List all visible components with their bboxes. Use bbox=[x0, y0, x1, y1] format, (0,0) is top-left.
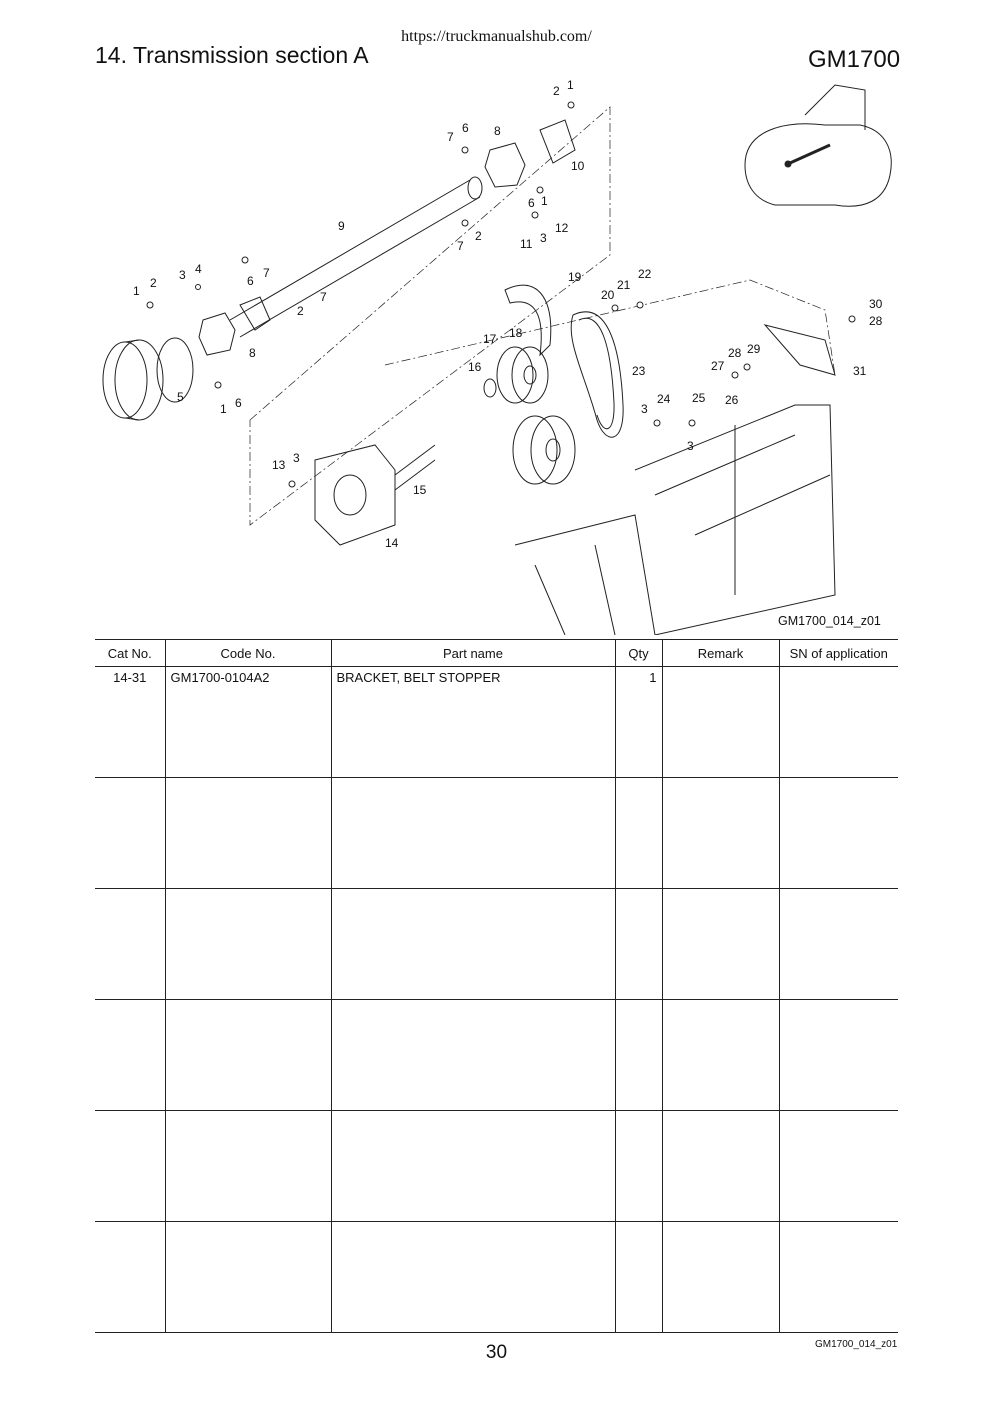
svg-text:14: 14 bbox=[385, 536, 399, 550]
svg-text:3: 3 bbox=[293, 451, 300, 465]
part-name-cell bbox=[331, 1222, 615, 1333]
svg-text:13: 13 bbox=[272, 458, 286, 472]
svg-text:17: 17 bbox=[483, 332, 497, 346]
source-url[interactable]: https://truckmanualshub.com/ bbox=[401, 28, 592, 45]
part-name-cell bbox=[331, 1111, 615, 1222]
cat-no-cell bbox=[95, 1000, 165, 1111]
svg-text:21: 21 bbox=[617, 278, 631, 292]
header-remark: Remark bbox=[662, 640, 779, 667]
svg-text:3: 3 bbox=[179, 268, 186, 282]
sn-cell bbox=[779, 778, 898, 889]
header-qty: Qty bbox=[615, 640, 662, 667]
part-name-cell bbox=[331, 778, 615, 889]
svg-text:11: 11 bbox=[520, 237, 533, 251]
svg-text:7: 7 bbox=[447, 130, 454, 144]
table-row bbox=[95, 667, 898, 778]
qty-cell bbox=[615, 778, 662, 889]
svg-text:7: 7 bbox=[320, 290, 327, 304]
svg-text:2: 2 bbox=[475, 229, 482, 243]
qty-cell: 1 bbox=[615, 667, 662, 778]
header-part-name: Part name bbox=[331, 640, 615, 667]
svg-text:6: 6 bbox=[528, 196, 535, 210]
code-no-cell bbox=[165, 1111, 331, 1222]
qty-cell bbox=[615, 1111, 662, 1222]
svg-text:24: 24 bbox=[657, 392, 671, 406]
header-sn: SN of application bbox=[779, 640, 898, 667]
svg-text:7: 7 bbox=[457, 239, 464, 253]
sn-cell bbox=[779, 1000, 898, 1111]
svg-text:12: 12 bbox=[555, 221, 569, 235]
svg-text:7: 7 bbox=[263, 266, 270, 280]
cat-no-cell bbox=[95, 889, 165, 1000]
svg-text:26: 26 bbox=[725, 393, 739, 407]
svg-text:1: 1 bbox=[567, 78, 574, 92]
sn-cell bbox=[779, 667, 898, 778]
remark-cell bbox=[662, 1111, 779, 1222]
svg-text:25: 25 bbox=[692, 391, 706, 405]
sn-cell bbox=[779, 1222, 898, 1333]
code-no-cell bbox=[165, 1222, 331, 1333]
svg-text:23: 23 bbox=[632, 364, 646, 378]
svg-text:8: 8 bbox=[249, 346, 256, 360]
qty-cell bbox=[615, 889, 662, 1000]
remark-cell bbox=[662, 889, 779, 1000]
svg-text:28: 28 bbox=[728, 346, 742, 360]
svg-text:22: 22 bbox=[638, 267, 652, 281]
svg-text:3: 3 bbox=[540, 231, 547, 245]
table-row bbox=[95, 778, 898, 889]
figure-code: GM1700_014_z01 bbox=[778, 614, 881, 628]
table-row bbox=[95, 1222, 898, 1333]
svg-text:2: 2 bbox=[553, 84, 560, 98]
code-no-cell bbox=[165, 1000, 331, 1111]
model-name: GM1700 bbox=[808, 46, 901, 73]
svg-text:9: 9 bbox=[338, 219, 345, 233]
sn-cell bbox=[779, 1111, 898, 1222]
svg-text:3: 3 bbox=[641, 402, 648, 416]
code-no-cell: GM1700-0104A2 bbox=[165, 667, 331, 778]
svg-text:6: 6 bbox=[247, 274, 254, 288]
svg-text:19: 19 bbox=[568, 270, 582, 284]
svg-text:29: 29 bbox=[747, 342, 761, 356]
parts-table bbox=[95, 639, 898, 1333]
page-number: 30 bbox=[485, 1342, 508, 1363]
code-no-cell bbox=[165, 778, 331, 889]
page-title: 14. Transmission section A bbox=[95, 42, 369, 68]
footer-figure-code: GM1700_014_z01 bbox=[815, 1339, 898, 1350]
part-name-cell bbox=[331, 889, 615, 1000]
svg-text:1: 1 bbox=[133, 284, 140, 298]
svg-text:30: 30 bbox=[869, 297, 883, 311]
cat-no-cell: 14-31 bbox=[95, 667, 165, 778]
svg-text:6: 6 bbox=[462, 121, 469, 135]
svg-text:18: 18 bbox=[509, 326, 523, 340]
exploded-parts-diagram bbox=[95, 75, 900, 635]
code-no-cell bbox=[165, 889, 331, 1000]
header-code-no: Code No. bbox=[165, 640, 331, 667]
remark-cell bbox=[662, 1000, 779, 1111]
svg-text:10: 10 bbox=[571, 159, 585, 173]
svg-text:1: 1 bbox=[541, 194, 548, 208]
qty-cell bbox=[615, 1222, 662, 1333]
remark-cell bbox=[662, 667, 779, 778]
svg-text:6: 6 bbox=[235, 396, 242, 410]
svg-text:27: 27 bbox=[711, 359, 725, 373]
table-header-row bbox=[95, 640, 898, 667]
header-cat-no: Cat No. bbox=[95, 640, 165, 667]
svg-text:8: 8 bbox=[494, 124, 501, 138]
table-row bbox=[95, 1000, 898, 1111]
svg-text:4: 4 bbox=[195, 262, 202, 276]
cat-no-cell bbox=[95, 1222, 165, 1333]
svg-text:2: 2 bbox=[297, 304, 304, 318]
part-name-cell bbox=[331, 1000, 615, 1111]
remark-cell bbox=[662, 778, 779, 889]
svg-text:1: 1 bbox=[220, 402, 227, 416]
svg-text:2: 2 bbox=[150, 276, 157, 290]
svg-text:15: 15 bbox=[413, 483, 427, 497]
svg-text:28: 28 bbox=[869, 314, 883, 328]
remark-cell bbox=[662, 1222, 779, 1333]
svg-text:3: 3 bbox=[687, 439, 694, 453]
diagram-drawing bbox=[95, 75, 900, 635]
cat-no-cell bbox=[95, 1111, 165, 1222]
sn-cell bbox=[779, 889, 898, 1000]
cat-no-cell bbox=[95, 778, 165, 889]
table-row bbox=[95, 1111, 898, 1222]
qty-cell bbox=[615, 1000, 662, 1111]
part-name-cell: BRACKET, BELT STOPPER bbox=[331, 667, 615, 778]
svg-text:5: 5 bbox=[177, 390, 184, 404]
svg-text:20: 20 bbox=[601, 288, 615, 302]
svg-text:16: 16 bbox=[468, 360, 482, 374]
table-row bbox=[95, 889, 898, 1000]
svg-text:31: 31 bbox=[853, 364, 867, 378]
